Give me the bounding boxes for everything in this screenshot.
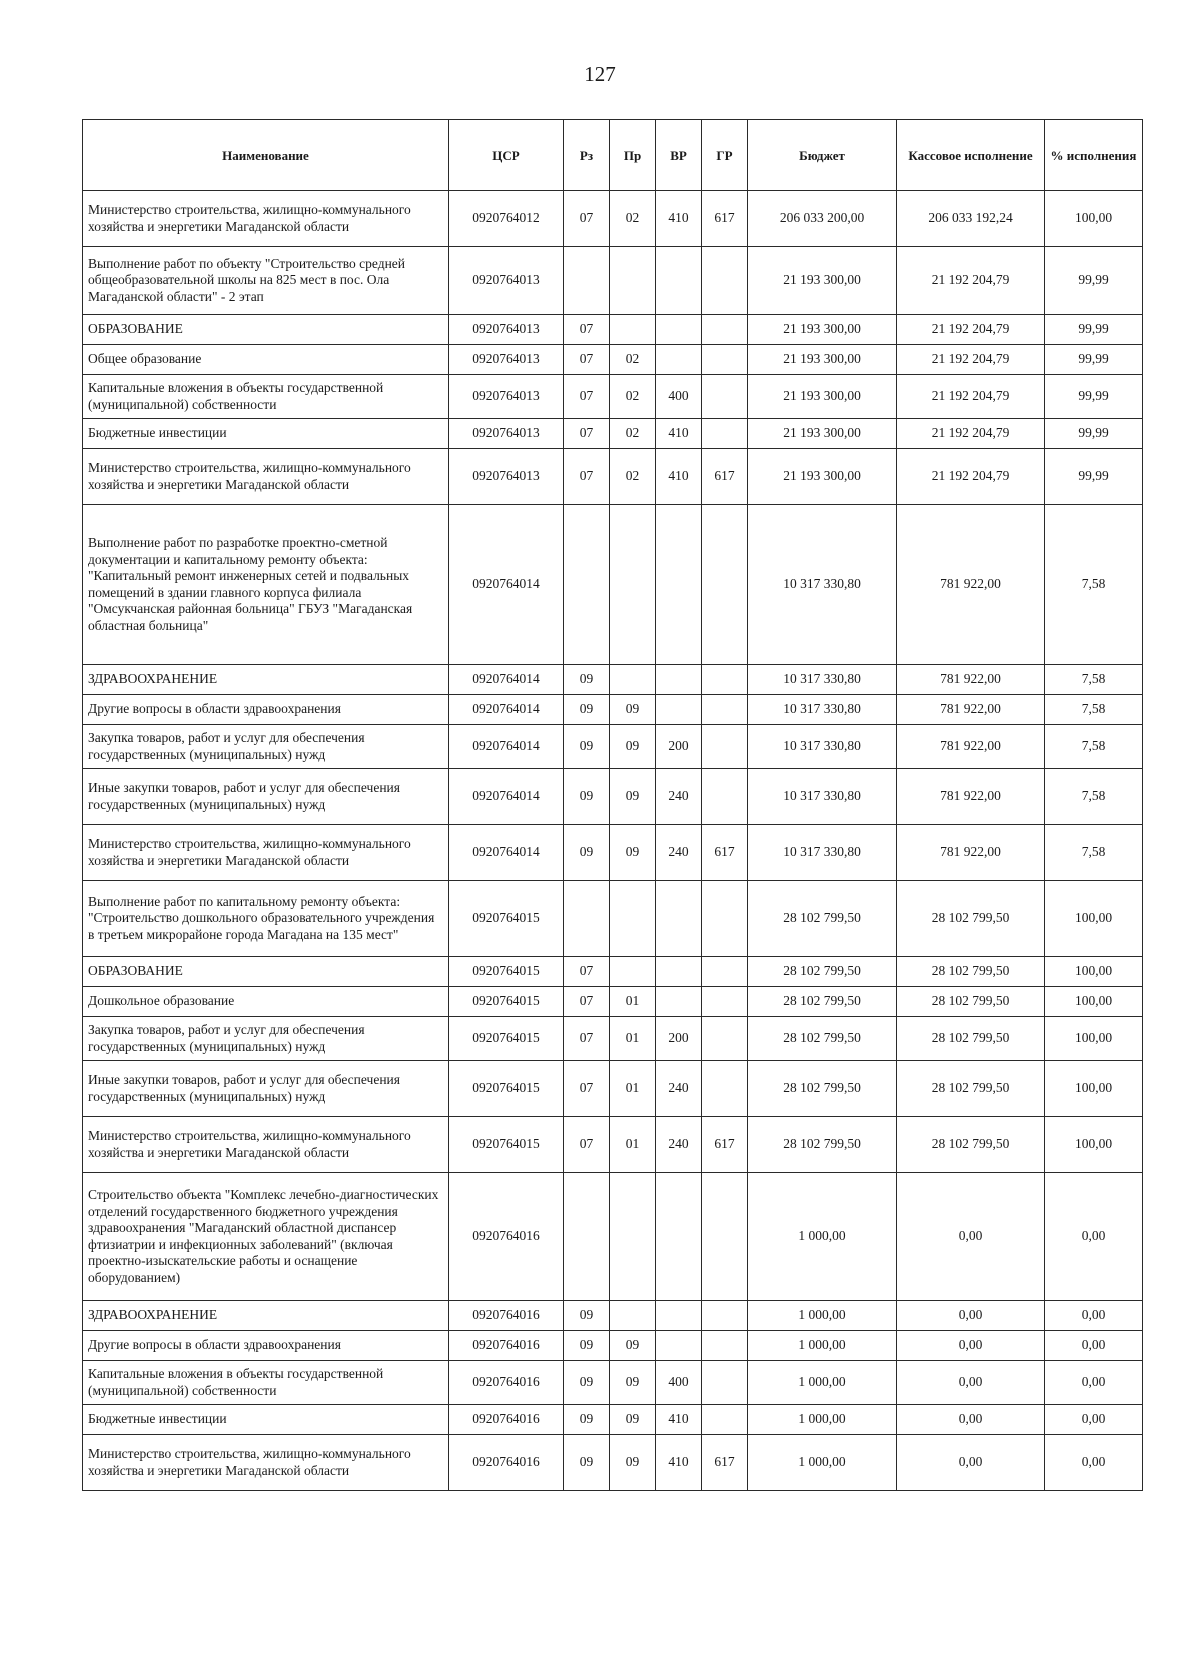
- row-gr: [702, 1173, 748, 1301]
- row-cash-execution: 28 102 799,50: [897, 1061, 1045, 1117]
- row-gr: [702, 881, 748, 957]
- row-budget: 206 033 200,00: [748, 191, 897, 247]
- row-csr: 0920764015: [449, 957, 564, 987]
- row-csr: 0920764015: [449, 1061, 564, 1117]
- table-row: [83, 957, 1143, 987]
- row-cash-execution: 28 102 799,50: [897, 881, 1045, 957]
- row-percent-execution: 0,00: [1045, 1361, 1143, 1405]
- row-vr: [656, 505, 702, 665]
- row-budget: 10 317 330,80: [748, 505, 897, 665]
- row-rz: 09: [564, 825, 610, 881]
- row-vr: 410: [656, 191, 702, 247]
- row-gr: [702, 695, 748, 725]
- row-budget: 21 193 300,00: [748, 247, 897, 315]
- row-pr: 09: [610, 1361, 656, 1405]
- row-percent-execution: 7,58: [1045, 695, 1143, 725]
- row-gr: 617: [702, 449, 748, 505]
- row-pr: [610, 505, 656, 665]
- row-csr: 0920764014: [449, 825, 564, 881]
- row-budget: 28 102 799,50: [748, 987, 897, 1017]
- row-gr: [702, 1301, 748, 1331]
- table-row: [83, 1017, 1143, 1061]
- row-csr: 0920764013: [449, 345, 564, 375]
- row-csr: 0920764016: [449, 1301, 564, 1331]
- row-vr: 410: [656, 1405, 702, 1435]
- row-vr: 410: [656, 449, 702, 505]
- row-name: ЗДРАВООХРАНЕНИЕ: [83, 665, 449, 695]
- row-pr: 09: [610, 695, 656, 725]
- row-pr: 01: [610, 1117, 656, 1173]
- row-budget: 10 317 330,80: [748, 769, 897, 825]
- row-rz: 07: [564, 1117, 610, 1173]
- row-percent-execution: 0,00: [1045, 1405, 1143, 1435]
- table-row: [83, 505, 1143, 665]
- row-rz: 07: [564, 419, 610, 449]
- row-name: Строительство объекта "Комплекс лечебно-диагностических отделений государственного бюджетного учреждения здравоохранения "Магаданский областной диспансер фтизиатрии и инфекционных заболеваний" (включая проектно-изыскательские работы и оснащение оборудованием): [83, 1173, 449, 1301]
- row-gr: [702, 957, 748, 987]
- row-budget: 10 317 330,80: [748, 665, 897, 695]
- row-rz: 07: [564, 1017, 610, 1061]
- row-cash-execution: 21 192 204,79: [897, 419, 1045, 449]
- row-rz: 09: [564, 1301, 610, 1331]
- row-cash-execution: 0,00: [897, 1405, 1045, 1435]
- row-rz: [564, 1173, 610, 1301]
- row-percent-execution: 7,58: [1045, 665, 1143, 695]
- row-budget: 1 000,00: [748, 1435, 897, 1491]
- row-pr: 01: [610, 1017, 656, 1061]
- header-cash-execution: Кассовое исполнение: [897, 120, 1045, 191]
- row-vr: 400: [656, 1361, 702, 1405]
- table-row: [83, 1301, 1143, 1331]
- row-vr: 200: [656, 725, 702, 769]
- row-rz: 09: [564, 665, 610, 695]
- row-budget: 21 193 300,00: [748, 375, 897, 419]
- row-rz: 07: [564, 449, 610, 505]
- row-gr: 617: [702, 191, 748, 247]
- row-cash-execution: 21 192 204,79: [897, 449, 1045, 505]
- row-gr: [702, 987, 748, 1017]
- row-csr: 0920764013: [449, 375, 564, 419]
- row-vr: [656, 881, 702, 957]
- table-body: [83, 191, 1143, 1491]
- row-name: Министерство строительства, жилищно-коммунального хозяйства и энергетики Магаданской области: [83, 1435, 449, 1491]
- row-pr: [610, 315, 656, 345]
- row-vr: 240: [656, 1117, 702, 1173]
- row-percent-execution: 0,00: [1045, 1331, 1143, 1361]
- row-rz: 07: [564, 957, 610, 987]
- row-percent-execution: 99,99: [1045, 247, 1143, 315]
- row-vr: [656, 315, 702, 345]
- row-rz: 09: [564, 1435, 610, 1491]
- header-budget: Бюджет: [748, 120, 897, 191]
- table-row: [83, 1331, 1143, 1361]
- row-name: Министерство строительства, жилищно-коммунального хозяйства и энергетики Магаданской области: [83, 1117, 449, 1173]
- row-budget: 28 102 799,50: [748, 1017, 897, 1061]
- row-gr: [702, 315, 748, 345]
- row-rz: 07: [564, 987, 610, 1017]
- row-percent-execution: 7,58: [1045, 769, 1143, 825]
- row-pr: 02: [610, 375, 656, 419]
- row-percent-execution: 7,58: [1045, 725, 1143, 769]
- row-gr: [702, 247, 748, 315]
- header-csr: ЦСР: [449, 120, 564, 191]
- row-cash-execution: 781 922,00: [897, 665, 1045, 695]
- row-budget: 1 000,00: [748, 1405, 897, 1435]
- row-gr: [702, 1017, 748, 1061]
- row-vr: [656, 957, 702, 987]
- table-row: [83, 665, 1143, 695]
- table-row: [83, 1061, 1143, 1117]
- row-name: Капитальные вложения в объекты государственной (муниципальной) собственности: [83, 375, 449, 419]
- row-name: Министерство строительства, жилищно-коммунального хозяйства и энергетики Магаданской области: [83, 191, 449, 247]
- row-vr: 240: [656, 825, 702, 881]
- table-row: [83, 987, 1143, 1017]
- row-percent-execution: 99,99: [1045, 375, 1143, 419]
- row-gr: 617: [702, 825, 748, 881]
- row-gr: 617: [702, 1435, 748, 1491]
- row-vr: 240: [656, 1061, 702, 1117]
- row-csr: 0920764013: [449, 449, 564, 505]
- row-gr: [702, 1361, 748, 1405]
- row-csr: 0920764015: [449, 1017, 564, 1061]
- row-name: Закупка товаров, работ и услуг для обеспечения государственных (муниципальных) нужд: [83, 725, 449, 769]
- row-percent-execution: 100,00: [1045, 957, 1143, 987]
- row-csr: 0920764013: [449, 315, 564, 345]
- page-number: 127: [584, 62, 616, 86]
- row-name: Выполнение работ по объекту "Строительство средней общеобразовательной школы на 825 мест в пос. Ола Магаданской области" - 2 этап: [83, 247, 449, 315]
- row-rz: 07: [564, 191, 610, 247]
- row-gr: [702, 375, 748, 419]
- row-rz: 07: [564, 315, 610, 345]
- row-pr: 01: [610, 1061, 656, 1117]
- row-vr: [656, 1173, 702, 1301]
- row-rz: 09: [564, 1405, 610, 1435]
- row-name: Капитальные вложения в объекты государственной (муниципальной) собственности: [83, 1361, 449, 1405]
- table-row: [83, 881, 1143, 957]
- row-csr: 0920764016: [449, 1173, 564, 1301]
- row-pr: 02: [610, 345, 656, 375]
- row-pr: [610, 1173, 656, 1301]
- table-row: [83, 725, 1143, 769]
- table-row: [83, 695, 1143, 725]
- table-row: [83, 1361, 1143, 1405]
- row-percent-execution: 99,99: [1045, 345, 1143, 375]
- header-percent-execution: % исполнения: [1045, 120, 1143, 191]
- row-name: Выполнение работ по капитальному ремонту объекта: "Строительство дошкольного образовательного учреждения в третьем микрорайоне города Магадана на 135 мест": [83, 881, 449, 957]
- table-row: [83, 1117, 1143, 1173]
- row-rz: 09: [564, 695, 610, 725]
- row-pr: 09: [610, 1331, 656, 1361]
- row-percent-execution: 7,58: [1045, 825, 1143, 881]
- row-budget: 21 193 300,00: [748, 449, 897, 505]
- row-vr: 200: [656, 1017, 702, 1061]
- row-name: Другие вопросы в области здравоохранения: [83, 1331, 449, 1361]
- row-gr: [702, 725, 748, 769]
- row-cash-execution: 0,00: [897, 1435, 1045, 1491]
- row-csr: 0920764013: [449, 419, 564, 449]
- row-budget: 1 000,00: [748, 1173, 897, 1301]
- row-pr: 09: [610, 1435, 656, 1491]
- row-rz: [564, 881, 610, 957]
- row-csr: 0920764016: [449, 1361, 564, 1405]
- row-cash-execution: 781 922,00: [897, 769, 1045, 825]
- row-gr: [702, 769, 748, 825]
- row-name: Иные закупки товаров, работ и услуг для обеспечения государственных (муниципальных) нужд: [83, 1061, 449, 1117]
- table-row: [83, 769, 1143, 825]
- row-pr: [610, 881, 656, 957]
- row-percent-execution: 100,00: [1045, 1061, 1143, 1117]
- row-budget: 21 193 300,00: [748, 315, 897, 345]
- row-rz: [564, 247, 610, 315]
- row-pr: 02: [610, 191, 656, 247]
- row-rz: 09: [564, 1361, 610, 1405]
- row-vr: [656, 247, 702, 315]
- row-pr: [610, 1301, 656, 1331]
- row-cash-execution: 28 102 799,50: [897, 1017, 1045, 1061]
- row-csr: 0920764013: [449, 247, 564, 315]
- row-name: Дошкольное образование: [83, 987, 449, 1017]
- row-csr: 0920764015: [449, 881, 564, 957]
- row-percent-execution: 0,00: [1045, 1435, 1143, 1491]
- row-percent-execution: 0,00: [1045, 1301, 1143, 1331]
- row-cash-execution: 21 192 204,79: [897, 315, 1045, 345]
- row-cash-execution: 21 192 204,79: [897, 345, 1045, 375]
- table-row: [83, 1173, 1143, 1301]
- row-budget: 21 193 300,00: [748, 419, 897, 449]
- row-percent-execution: 99,99: [1045, 315, 1143, 345]
- row-name: Бюджетные инвестиции: [83, 1405, 449, 1435]
- row-csr: 0920764014: [449, 695, 564, 725]
- row-name: Министерство строительства, жилищно-коммунального хозяйства и энергетики Магаданской области: [83, 449, 449, 505]
- row-cash-execution: 21 192 204,79: [897, 375, 1045, 419]
- row-rz: 07: [564, 345, 610, 375]
- row-budget: 28 102 799,50: [748, 881, 897, 957]
- row-budget: 21 193 300,00: [748, 345, 897, 375]
- row-pr: 09: [610, 769, 656, 825]
- row-csr: 0920764016: [449, 1435, 564, 1491]
- row-rz: [564, 505, 610, 665]
- row-name: ОБРАЗОВАНИЕ: [83, 315, 449, 345]
- row-csr: 0920764014: [449, 505, 564, 665]
- table-row: [83, 1405, 1143, 1435]
- row-pr: 09: [610, 725, 656, 769]
- row-pr: [610, 247, 656, 315]
- row-vr: [656, 695, 702, 725]
- row-vr: 400: [656, 375, 702, 419]
- row-name: Бюджетные инвестиции: [83, 419, 449, 449]
- row-cash-execution: 0,00: [897, 1331, 1045, 1361]
- row-name: ОБРАЗОВАНИЕ: [83, 957, 449, 987]
- table-row: [83, 825, 1143, 881]
- row-cash-execution: 21 192 204,79: [897, 247, 1045, 315]
- table-row: [83, 191, 1143, 247]
- row-budget: 1 000,00: [748, 1331, 897, 1361]
- row-percent-execution: 100,00: [1045, 987, 1143, 1017]
- row-pr: 09: [610, 1405, 656, 1435]
- row-gr: 617: [702, 1117, 748, 1173]
- row-csr: 0920764016: [449, 1405, 564, 1435]
- table-row: [83, 345, 1143, 375]
- row-vr: [656, 345, 702, 375]
- table-header-row: [83, 120, 1143, 191]
- row-cash-execution: 28 102 799,50: [897, 957, 1045, 987]
- row-csr: 0920764015: [449, 987, 564, 1017]
- row-rz: 07: [564, 1061, 610, 1117]
- row-pr: [610, 665, 656, 695]
- table-row: [83, 247, 1143, 315]
- row-budget: 10 317 330,80: [748, 695, 897, 725]
- row-csr: 0920764015: [449, 1117, 564, 1173]
- row-budget: 28 102 799,50: [748, 1061, 897, 1117]
- row-name: Выполнение работ по разработке проектно-сметной документации и капитальному ремонту объекта: "Капитальный ремонт инженерных сетей и подвальных помещений в здании главного корпуса филиала "Омсукчанская районная больница" ГБУЗ "Магаданская областная больница": [83, 505, 449, 665]
- row-gr: [702, 419, 748, 449]
- row-percent-execution: 100,00: [1045, 1117, 1143, 1173]
- row-name: Закупка товаров, работ и услуг для обеспечения государственных (муниципальных) нужд: [83, 1017, 449, 1061]
- row-percent-execution: 100,00: [1045, 1017, 1143, 1061]
- row-vr: 410: [656, 419, 702, 449]
- row-csr: 0920764014: [449, 769, 564, 825]
- row-name: Общее образование: [83, 345, 449, 375]
- row-budget: 10 317 330,80: [748, 825, 897, 881]
- row-pr: 09: [610, 825, 656, 881]
- row-cash-execution: 781 922,00: [897, 505, 1045, 665]
- row-percent-execution: 100,00: [1045, 881, 1143, 957]
- row-gr: [702, 345, 748, 375]
- row-pr: 02: [610, 419, 656, 449]
- row-gr: [702, 1331, 748, 1361]
- row-name: Другие вопросы в области здравоохранения: [83, 695, 449, 725]
- row-rz: 09: [564, 725, 610, 769]
- row-vr: 410: [656, 1435, 702, 1491]
- row-cash-execution: 781 922,00: [897, 725, 1045, 769]
- row-cash-execution: 28 102 799,50: [897, 1117, 1045, 1173]
- table-row: [83, 1435, 1143, 1491]
- row-gr: [702, 505, 748, 665]
- table-row: [83, 315, 1143, 345]
- row-gr: [702, 1061, 748, 1117]
- row-budget: 28 102 799,50: [748, 957, 897, 987]
- header-gr: ГР: [702, 120, 748, 191]
- row-pr: 02: [610, 449, 656, 505]
- row-cash-execution: 0,00: [897, 1173, 1045, 1301]
- row-rz: 09: [564, 769, 610, 825]
- budget-execution-table: [82, 119, 1143, 1491]
- row-rz: 09: [564, 1331, 610, 1361]
- row-percent-execution: 0,00: [1045, 1173, 1143, 1301]
- row-vr: [656, 987, 702, 1017]
- row-vr: 240: [656, 769, 702, 825]
- row-rz: 07: [564, 375, 610, 419]
- row-gr: [702, 665, 748, 695]
- row-csr: 0920764014: [449, 725, 564, 769]
- header-name: Наименование: [83, 120, 449, 191]
- row-gr: [702, 1405, 748, 1435]
- row-pr: 01: [610, 987, 656, 1017]
- table-row: [83, 419, 1143, 449]
- row-csr: 0920764012: [449, 191, 564, 247]
- row-name: Иные закупки товаров, работ и услуг для обеспечения государственных (муниципальных) нужд: [83, 769, 449, 825]
- row-budget: 10 317 330,80: [748, 725, 897, 769]
- row-name: Министерство строительства, жилищно-коммунального хозяйства и энергетики Магаданской области: [83, 825, 449, 881]
- header-vr: ВР: [656, 120, 702, 191]
- header-rz: Рз: [564, 120, 610, 191]
- row-cash-execution: 0,00: [897, 1301, 1045, 1331]
- row-pr: [610, 957, 656, 987]
- row-percent-execution: 99,99: [1045, 449, 1143, 505]
- row-cash-execution: 206 033 192,24: [897, 191, 1045, 247]
- row-cash-execution: 781 922,00: [897, 695, 1045, 725]
- row-cash-execution: 781 922,00: [897, 825, 1045, 881]
- row-csr: 0920764014: [449, 665, 564, 695]
- row-vr: [656, 1331, 702, 1361]
- row-percent-execution: 99,99: [1045, 419, 1143, 449]
- table-row: [83, 375, 1143, 419]
- row-vr: [656, 665, 702, 695]
- row-budget: 28 102 799,50: [748, 1117, 897, 1173]
- row-percent-execution: 7,58: [1045, 505, 1143, 665]
- row-budget: 1 000,00: [748, 1301, 897, 1331]
- row-percent-execution: 100,00: [1045, 191, 1143, 247]
- table-row: [83, 449, 1143, 505]
- row-vr: [656, 1301, 702, 1331]
- row-name: ЗДРАВООХРАНЕНИЕ: [83, 1301, 449, 1331]
- row-csr: 0920764016: [449, 1331, 564, 1361]
- row-budget: 1 000,00: [748, 1361, 897, 1405]
- row-cash-execution: 0,00: [897, 1361, 1045, 1405]
- header-pr: Пр: [610, 120, 656, 191]
- row-cash-execution: 28 102 799,50: [897, 987, 1045, 1017]
